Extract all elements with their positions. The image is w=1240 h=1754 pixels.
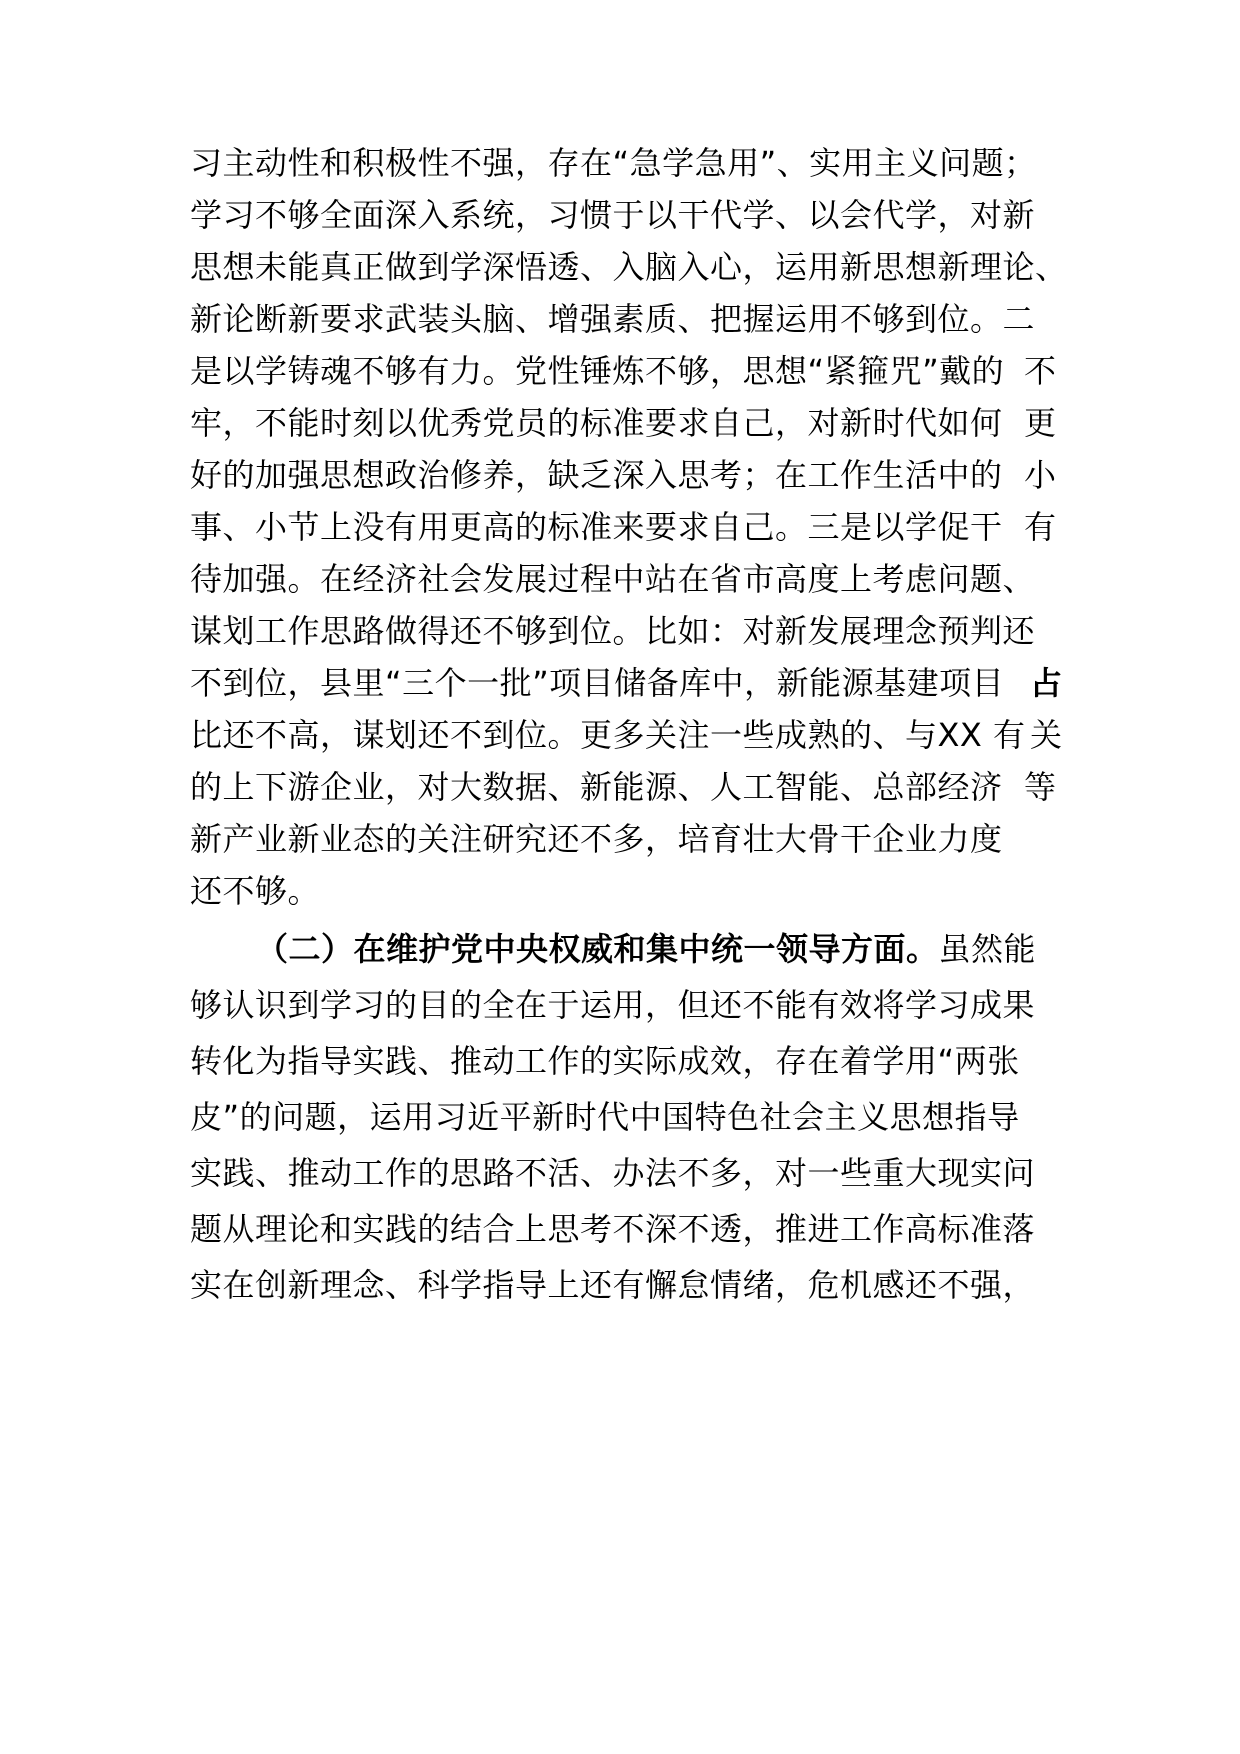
paragraph-line: 转化为指导实践、推动工作的实际成效，存在着学用“两张	[190, 1042, 1020, 1080]
paragraph-line: 不到位，县里“三个一批”项目储备库中，新能源基建项目	[190, 664, 1005, 702]
paragraph-line: 待加强。在经济社会发展过程中站在省市高度上考虑问题、	[190, 560, 1036, 598]
paragraph-line: 事、小节上没有用更高的标准来要求自己。三是以学促干	[190, 508, 1003, 546]
line-tail-char: 占	[1030, 664, 1063, 702]
line-tail-char: 小	[1024, 456, 1057, 494]
paragraph-line: 习主动性和积极性不强，存在“急学急用”、实用主义问题；	[190, 144, 1037, 182]
line-tail-char: 有	[1024, 508, 1057, 546]
paragraph-line: 题从理论和实践的结合上思考不深不透，推进工作高标准落	[190, 1210, 1036, 1248]
line-tail-char: 不	[1024, 352, 1057, 390]
section-heading: （二）在维护党中央权威和集中统一领导方面。	[256, 930, 939, 968]
paragraph-line: 的上下游企业，对大数据、新能源、人工智能、总部经济	[190, 768, 1003, 806]
line-tail-char: 等	[1024, 768, 1057, 806]
paragraph-line: 新产业新业态的关注研究还不多，培育壮大骨干企业力度	[190, 820, 1003, 858]
paragraph-line: 比还不高，谋划还不到位。更多关注一些成熟的、与XX 有	[190, 716, 1026, 754]
paragraph-line: 谋划工作思路做得还不够到位。比如：对新发展理念预判还	[190, 612, 1036, 650]
paragraph-line: 实在创新理念、科学指导上还有懈怠情绪，危机感还不强，	[190, 1266, 1036, 1304]
paragraph-line: 思想未能真正做到学深悟透、入脑入心，运用新思想新理论、	[190, 248, 1068, 286]
paragraph-line: 牢，不能时刻以优秀党员的标准要求自己，对新时代如何	[190, 404, 1003, 442]
line-tail-char: 关	[1030, 716, 1063, 754]
paragraph-line: 学习不够全面深入系统，习惯于以干代学、以会代学，对新	[190, 196, 1036, 234]
line-tail-char: 更	[1024, 404, 1057, 442]
paragraph-line: 还不够。	[190, 872, 321, 910]
paragraph-line: 实践、推动工作的思路不活、办法不多，对一些重大现实问	[190, 1154, 1036, 1192]
paragraph-line: 够认识到学习的目的全在于运用，但还不能有效将学习成果	[190, 986, 1036, 1024]
paragraph-line: 是以学铸魂不够有力。党性锤炼不够，思想“紧箍咒”戴的	[190, 352, 1005, 390]
paragraph-line: 皮”的问题，运用习近平新时代中国特色社会主义思想指导	[190, 1098, 1020, 1136]
paragraph-line: 好的加强思想政治修养，缺乏深入思考；在工作生活中的	[190, 456, 1003, 494]
section-heading-line	[256, 929, 1096, 969]
paragraph-line: 新论断新要求武装头脑、增强素质、把握运用不够到位。二	[190, 300, 1036, 338]
heading-line-rest: 虽然能	[938, 930, 1037, 968]
